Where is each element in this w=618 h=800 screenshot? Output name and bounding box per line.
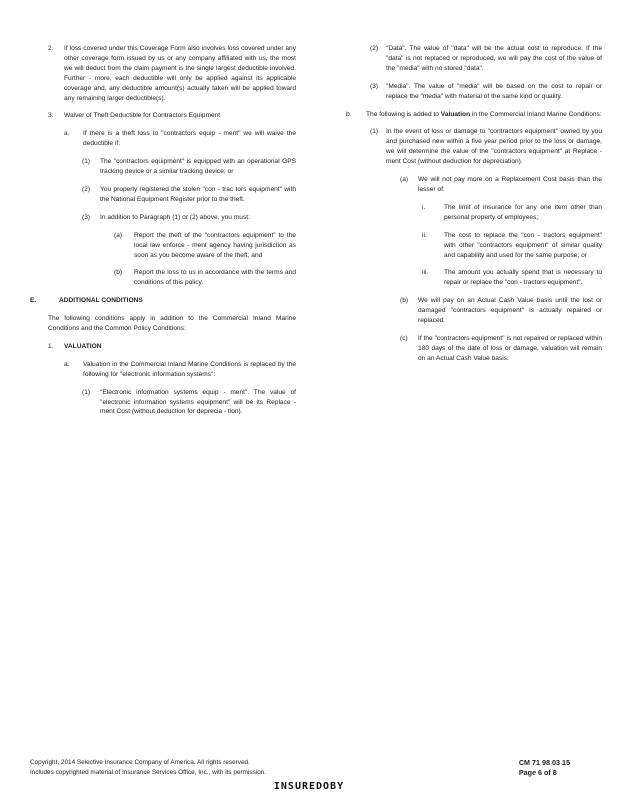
item-number: iii.	[422, 269, 429, 277]
paragraph-3a	[30, 129, 296, 149]
paragraph-text: Valuation in the Commercial Inland Marine Conditions is replaced by the following for "electronic information systems":	[83, 360, 296, 378]
page-number: Page 6 of 8	[518, 768, 557, 777]
paragraph-3a-1	[30, 157, 296, 177]
item-number: (c)	[400, 334, 408, 342]
item-number: 3.	[48, 112, 54, 120]
paragraph-text: The amount you actually spend that is necessary to repair or replace the "con - tractors equipment".	[444, 269, 602, 287]
paragraph-text: "Media". The value of "media" will be based on the cost to repair or replace the "media" with material of the same kind or quality.	[386, 82, 602, 100]
section-e-heading	[30, 296, 296, 306]
paragraph-b-1-a-iii	[340, 268, 602, 288]
paragraph-text: "Data". The value of "data" will be the actual cost to reproduce. If the "data" is not replaced or reproduced, we will pay the cost of the value of the "media" with no stored "data".	[386, 45, 602, 72]
form-footer	[519, 758, 570, 778]
paragraph-text: The following conditions apply in addition to the Commercial Inland Marine Conditions and the Common Policy Conditions:	[48, 315, 296, 333]
paragraph-3-waiver	[30, 111, 296, 121]
paragraph-text: The cost to replace the "con - tractors equipment" with other "contractors equipment" of similar quality and capability and used for the same purpose; or	[444, 231, 602, 259]
paragraph-text: The "contractors equipment" is equipped with an operational GPS tracking device or a similar tracking device; or	[100, 158, 296, 176]
item-number: 1.	[48, 342, 54, 350]
item-number: (1)	[82, 158, 91, 166]
item-number: (2)	[82, 185, 91, 193]
paragraph-b-1-b	[340, 296, 602, 326]
item-number: (a)	[114, 231, 123, 239]
paragraph-text: We will pay on an Actual Cash Value basis until the lost or damaged "contractors equipment" is actually repaired or replaced.	[418, 297, 602, 325]
paragraph-text: In addition to Paragraph (1) or (2) above, you must:	[100, 213, 250, 221]
paragraph-b-1-a	[340, 175, 602, 195]
paragraph-b-1-c	[340, 334, 602, 364]
section-title: ADDITIONAL CONDITIONS	[59, 297, 143, 305]
valuation-term: Valuation	[440, 110, 471, 118]
section-letter: E.	[30, 297, 37, 305]
item-number: b.	[346, 110, 352, 118]
copyright-footer	[30, 758, 410, 778]
watermark: INSUREDOBY	[273, 781, 345, 792]
paragraph-text: The following is added to	[366, 110, 441, 118]
paragraph-b-1-a-i	[340, 203, 602, 223]
paragraph-text: You properly registered the stolen "con - trac tors equipment" with the National Equipment Register prior to the theft.	[100, 185, 296, 203]
paragraph-text: In the event of loss or damage to "contractors equipment" owned by you and purchased new within a five year period prior to the loss or damage, we will determine the value of the "contractors equipment" at Replace - ment Cost (without deduction for depreciation).	[386, 128, 602, 166]
paragraph-3a-3-a	[30, 231, 296, 261]
form-number: CM 71 98 03 15	[518, 758, 570, 767]
item-number: (1)	[370, 128, 379, 136]
paragraph-2	[30, 44, 296, 103]
paragraph-text: "Electronic information systems equip - ment". The value of "electronic information systems equipment" will be its Replace - ment Cost (without deduction for deprecia - tion).	[100, 388, 296, 416]
item-number: (2)	[370, 45, 379, 52]
left-column	[30, 44, 296, 425]
item-number: (1)	[82, 388, 91, 396]
paragraph-b	[340, 110, 602, 120]
paragraph-b-1	[340, 127, 602, 167]
subsection-title: VALUATION	[64, 342, 102, 350]
section-e-intro	[30, 314, 296, 334]
paragraph-b-1-a-ii	[340, 231, 602, 261]
paragraph-text: If there is a theft loss to "contractors equip - ment" we will waive the deductible if:	[83, 130, 296, 148]
item-number: a.	[64, 360, 70, 368]
paragraph-text: If the "contractors equipment" is not repaired or replaced within 180 days of the date of loss or damage, valuation will remain on an Actual Cash Value basis.	[418, 334, 602, 362]
paragraph-1-valuation	[30, 342, 296, 352]
paragraph-media	[340, 82, 602, 102]
copyright-line: Includes copyrighted material of Insurance Services Office, Inc., with its permission.	[30, 769, 267, 776]
paragraph-3a-3-b	[30, 268, 296, 288]
item-number: 2.	[48, 45, 54, 52]
paragraph-3a-2	[30, 185, 296, 205]
item-number: (3)	[370, 82, 379, 90]
paragraph-text: Waiver of Theft Deductible for Contractors Equipment	[64, 112, 221, 120]
paragraph-data	[340, 44, 602, 74]
item-number: (3)	[82, 213, 91, 221]
paragraph-1a-1	[30, 388, 296, 418]
copyright-line: Copyright, 2014 Selective Insurance Company of America. All rights reserved.	[30, 759, 250, 766]
paragraph-text: in the Commercial Inland Marine Conditions:	[470, 110, 602, 118]
item-number: ii.	[422, 231, 427, 239]
paragraph-text: Report the theft of the "contractors equipment" to the local law enforce - ment agency having jurisdiction as soon as you become aware of the theft; and	[134, 231, 296, 259]
paragraph-text: Report the loss to us in accordance with the terms and conditions of this policy.	[134, 269, 296, 287]
right-column	[340, 44, 602, 372]
item-number: (b)	[114, 269, 123, 277]
item-number: (b)	[400, 297, 409, 305]
item-number: a.	[64, 130, 70, 138]
paragraph-text: The limit of insurance for any one item other than personal property of employees;	[444, 203, 602, 221]
paragraph-text: We will not pay more on a Replacement Cost basis than the lesser of:	[418, 176, 602, 193]
paragraph-1a	[30, 360, 296, 380]
paragraph-text: If loss covered under this Coverage Form also involves loss covered under any other coverage form issued by us or any company affiliated with us, the most we will deduct from the claim payment is the single largest deductible involved. Further - more, each deductible will only be applied against its applicable coverage and, any deductible amount(s) actually taken will be applied toward any remaining larger deductible(s).	[64, 45, 296, 102]
paragraph-3a-3	[30, 213, 296, 223]
item-number: (a)	[400, 176, 409, 184]
item-number: i.	[422, 203, 426, 211]
